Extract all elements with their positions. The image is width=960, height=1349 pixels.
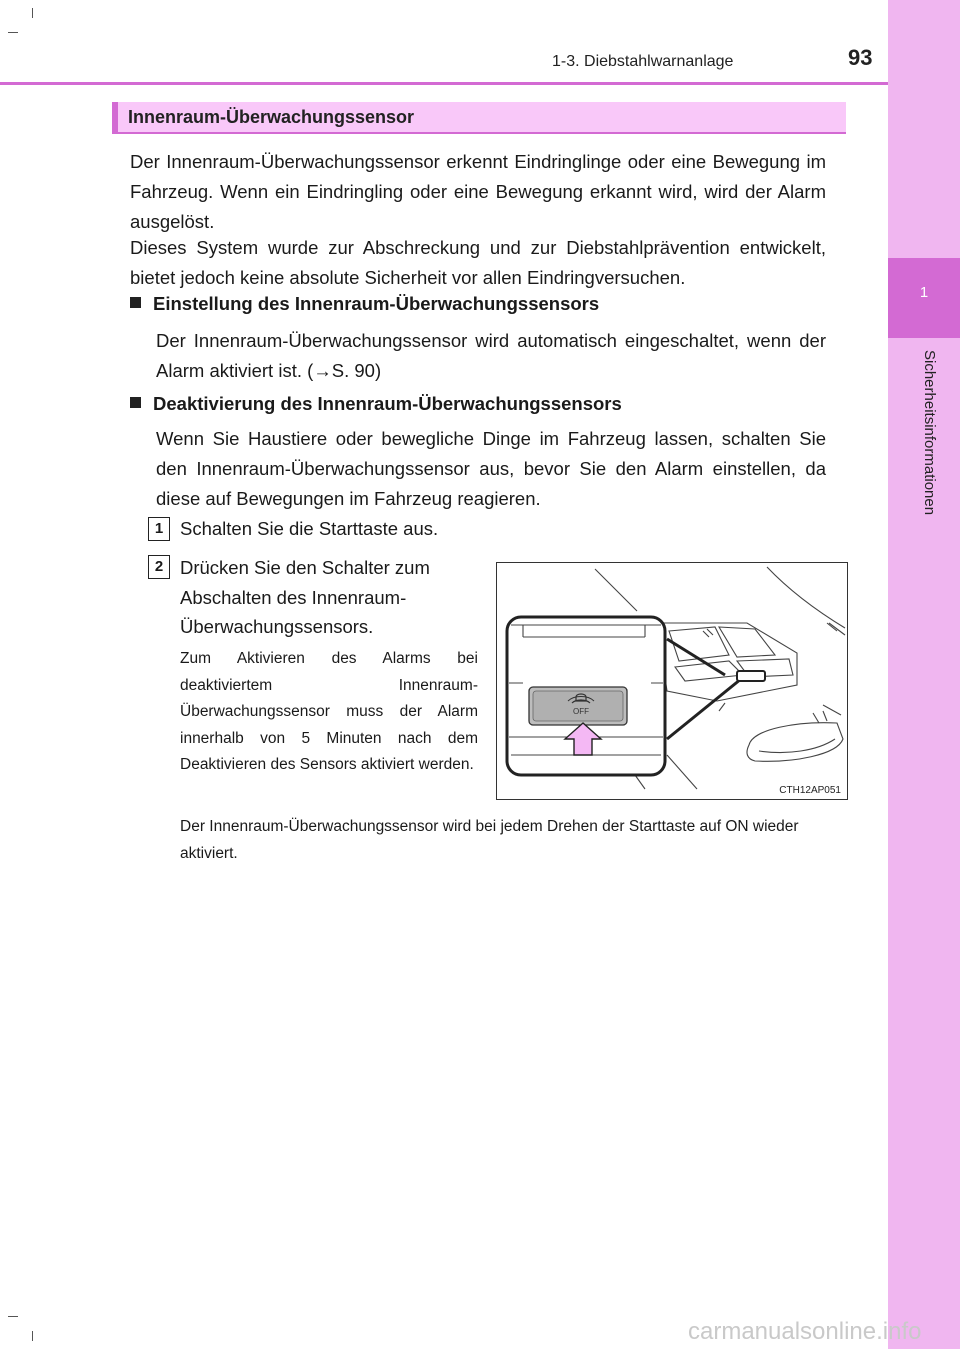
crop-mark [32, 1331, 33, 1341]
chapter-number: 1 [919, 284, 929, 301]
console-illustration [497, 563, 847, 799]
note-1: Zum Aktivieren des Alarms bei deaktiviertem Innenraum-Überwachungssensor muss der Alarm innerhalb von 5 Minuten nach dem Deaktivieren des Sensors aktiviert werden. [180, 650, 478, 773]
step-text-2-line-1: Drücken Sie den Schalter zum [180, 557, 430, 578]
step-text-2-line-3: Überwachungssensors. [180, 616, 374, 637]
subsection-heading-2 [130, 393, 622, 415]
figure-code: CTH12AP051 [779, 785, 841, 796]
step-number-1: 1 [148, 517, 170, 541]
header-rule [0, 82, 888, 85]
square-bullet-icon [130, 397, 141, 408]
intro-paragraph-1: Der Innenraum-Überwachungssensor erkennt Eindringlinge oder eine Bewegung im Fahrzeug. Wenn ein Eindringling oder eine Bewegung erkannt wird, wird der Alarm ausgelöst. [130, 151, 826, 232]
off-button-label: OFF [573, 707, 589, 716]
running-header: 1-3. Diebstahlwarnanlage [552, 53, 734, 70]
subsection-body-2: Wenn Sie Haustiere oder bewegliche Dinge im Fahrzeug lassen, schalten Sie den Innenraum-Überwachungssensor aus, bevor Sie den Alarm einstellen, da diese auf Bewegungen im Fahrzeug reagieren. [156, 428, 826, 509]
subsection-body-1: Der Innenraum-Überwachungssensor wird automatisch eingeschaltet, wenn der Alarm aktiviert ist. (→S. 90) [156, 330, 826, 381]
chapter-title: Sicherheitsinformationen [921, 350, 938, 516]
step-text-1: Schalten Sie die Starttaste aus. [180, 518, 439, 539]
section-title: Innenraum-Überwachungssensor [128, 107, 415, 127]
figure-overhead-console [496, 562, 848, 800]
chapter-sidebar [888, 0, 960, 1349]
crop-mark [8, 32, 18, 33]
crop-mark [32, 8, 33, 18]
step-text-2-line-2: Abschalten des Innenraum- [180, 587, 407, 608]
step-number-2: 2 [148, 555, 170, 579]
note-2: Der Innenraum-Überwachungssensor wird bei jedem Drehen der Starttaste auf ON wieder aktiviert. [180, 818, 799, 862]
subsection-heading-2-text: Deaktivierung des Innenraum-Überwachungssensors [153, 393, 622, 414]
subsection-heading-1-text: Einstellung des Innenraum-Überwachungssensors [153, 293, 600, 314]
subsection-heading-1 [130, 293, 599, 315]
page-number: 93 [848, 45, 873, 70]
square-bullet-icon [130, 297, 141, 308]
watermark: carmanualsonline.info [688, 1318, 922, 1345]
section-title-underline [112, 132, 846, 134]
crop-mark [8, 1316, 18, 1317]
intro-paragraph-2: Dieses System wurde zur Abschreckung und zur Diebstahlprävention entwickelt, bietet jedoch keine absolute Sicherheit vor allen Eindringversuchen. [130, 237, 826, 288]
section-title-box [112, 102, 846, 132]
section-title-bar [112, 102, 118, 132]
